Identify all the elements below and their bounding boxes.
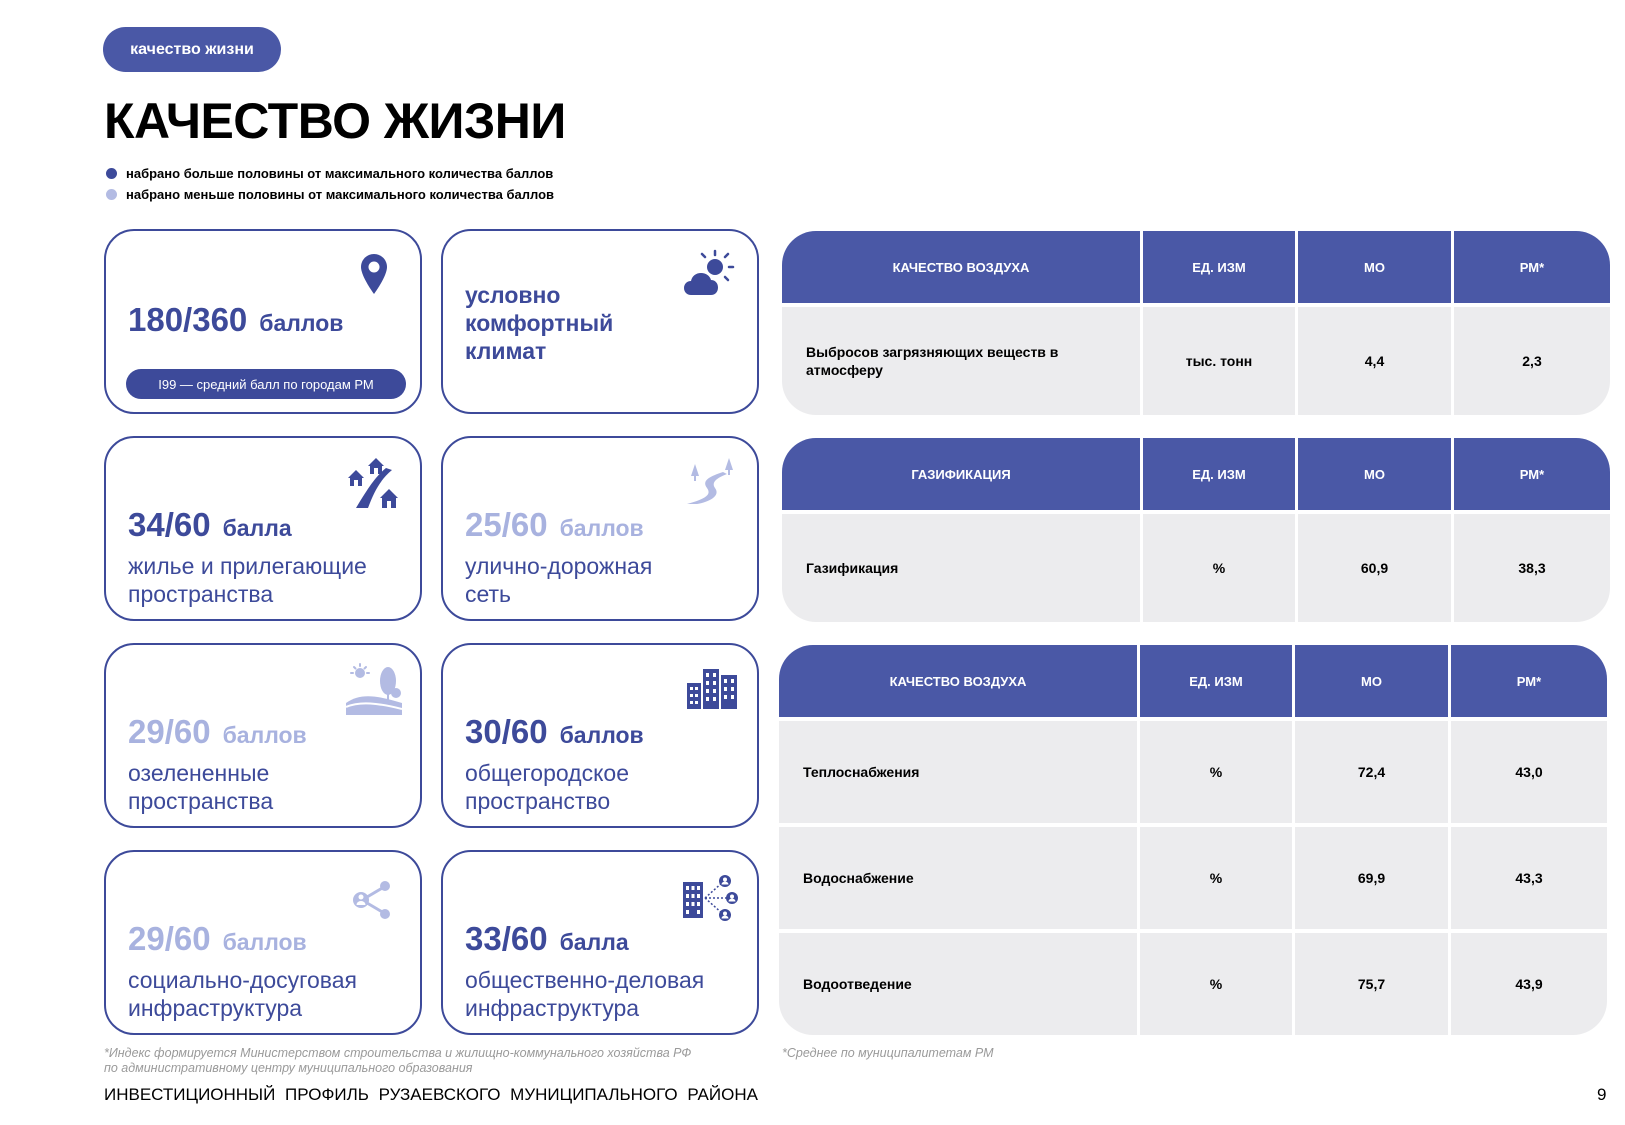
label-line: озелененные — [128, 760, 270, 786]
score-unit: баллов — [559, 515, 644, 541]
header-cell: РМ* — [1454, 438, 1610, 510]
legend-text: набрано больше половины от максимального количества баллов — [126, 166, 554, 181]
table-cell: 43,0 — [1451, 721, 1607, 823]
total-score — [128, 301, 343, 339]
table-cell: 75,7 — [1295, 933, 1451, 1035]
score-unit: баллов — [259, 310, 344, 336]
table-cell: % — [1140, 827, 1295, 929]
utilities-table — [779, 645, 1607, 1035]
table-cell: Выбросов загрязняющих веществ в атмосферу — [782, 307, 1143, 415]
housing-score — [128, 506, 292, 544]
footnote-line: *Индекс формируется Министерством строительства и жилищно-коммунального хозяйства РФ — [104, 1046, 692, 1060]
header-cell: ЕД. ИЗМ — [1143, 231, 1298, 303]
social-score — [128, 920, 307, 958]
table-cell: Водоснабжение — [779, 827, 1140, 929]
section-tag: качество жизни — [103, 27, 281, 72]
housing-label — [128, 552, 408, 608]
gasification-table — [782, 438, 1610, 622]
table-cell: 4,4 — [1298, 307, 1454, 415]
score-value: 33/60 — [465, 920, 548, 957]
table-cell: Теплоснабжения — [779, 721, 1140, 823]
label-line: социально-досуговая — [128, 967, 358, 993]
score-value: 30/60 — [465, 713, 548, 750]
page-title: КАЧЕСТВО ЖИЗНИ — [104, 93, 566, 149]
header-cell: КАЧЕСТВО ВОЗДУХА — [779, 645, 1140, 717]
table-cell: 69,9 — [1295, 827, 1451, 929]
roads-score — [465, 506, 644, 544]
header-cell: ГАЗИФИКАЦИЯ — [782, 438, 1143, 510]
score-value: 25/60 — [465, 506, 548, 543]
climate-card — [441, 229, 759, 414]
table-cell: 43,3 — [1451, 827, 1607, 929]
score-unit: баллов — [222, 929, 307, 955]
table-header-row — [779, 645, 1607, 717]
roads-label — [465, 552, 745, 608]
roads-card — [441, 436, 759, 621]
legend-text: набрано меньше половины от максимального количества баллов — [126, 187, 555, 202]
label-line: инфраструктура — [128, 995, 303, 1021]
table-cell: 72,4 — [1295, 721, 1451, 823]
header-cell: МО — [1295, 645, 1451, 717]
climate-line: условно — [465, 282, 561, 308]
legend-item-low — [106, 187, 554, 202]
table-cell: 43,9 — [1451, 933, 1607, 1035]
legend-dot-dark — [106, 168, 117, 179]
tree-landscape-icon — [346, 663, 402, 720]
legend-dot-light — [106, 189, 117, 200]
table-row — [779, 827, 1607, 929]
table-header-row — [782, 231, 1610, 303]
table-row — [779, 721, 1607, 823]
score-unit: баллов — [559, 722, 644, 748]
urban-card — [441, 643, 759, 828]
location-pin-icon — [360, 253, 388, 300]
label-line: инфраструктура — [465, 995, 640, 1021]
label-line: пространства — [128, 788, 274, 814]
footnote-line: по административному центру муниципального образования — [104, 1061, 473, 1075]
climate-line: климат — [465, 338, 547, 364]
table-cell: Водоотведение — [779, 933, 1140, 1035]
header-cell: ЕД. ИЗМ — [1143, 438, 1298, 510]
legend-item-high — [106, 166, 553, 181]
green-score — [128, 713, 307, 751]
sun-cloud-icon — [683, 249, 737, 304]
label-line: жилье и прилегающие — [128, 553, 367, 579]
table-cell: % — [1140, 721, 1295, 823]
label-line: сеть — [465, 581, 512, 607]
climate-label — [465, 281, 613, 365]
houses-road-icon — [346, 456, 402, 513]
average-footnote: *Среднее по муниципалитетам РМ — [782, 1046, 994, 1060]
table-cell: % — [1140, 933, 1295, 1035]
winding-road-icon — [685, 456, 735, 511]
header-cell: МО — [1298, 231, 1454, 303]
business-network-icon — [683, 874, 739, 927]
score-value: 34/60 — [128, 506, 211, 543]
label-line: пространство — [465, 788, 611, 814]
page-number: 9 — [1597, 1085, 1607, 1104]
share-icon — [352, 880, 392, 925]
business-score — [465, 920, 629, 958]
header-cell: КАЧЕСТВО ВОЗДУХА — [782, 231, 1143, 303]
footer-title: ИНВЕСТИЦИОННЫЙ ПРОФИЛЬ РУЗАЕВСКОГО МУНИЦИПАЛЬНОГО РАЙОНА — [104, 1085, 758, 1104]
table-header-row — [782, 438, 1610, 510]
green-card — [104, 643, 422, 828]
green-label — [128, 759, 408, 815]
score-unit: балла — [559, 929, 629, 955]
label-line: общегородское — [465, 760, 629, 786]
header-cell: ЕД. ИЗМ — [1140, 645, 1295, 717]
score-unit: баллов — [222, 722, 307, 748]
social-card — [104, 850, 422, 1035]
table-cell: 60,9 — [1298, 514, 1454, 622]
header-cell: МО — [1298, 438, 1454, 510]
table-cell: 38,3 — [1454, 514, 1610, 622]
table-row — [782, 514, 1610, 622]
table-cell: Газификация — [782, 514, 1143, 622]
table-row — [782, 307, 1610, 415]
index-footnote — [104, 1046, 691, 1076]
label-line: общественно-деловая — [465, 967, 705, 993]
air-quality-table — [782, 231, 1610, 415]
average-badge: I99 — средний балл по городам РМ — [126, 369, 406, 399]
housing-card — [104, 436, 422, 621]
table-cell: 2,3 — [1454, 307, 1610, 415]
table-cell: % — [1143, 514, 1298, 622]
table-cell: тыс. тонн — [1143, 307, 1298, 415]
urban-score — [465, 713, 644, 751]
score-value: 29/60 — [128, 713, 211, 750]
header-cell: РМ* — [1451, 645, 1607, 717]
label-line: пространства — [128, 581, 274, 607]
business-card — [441, 850, 759, 1035]
urban-label — [465, 759, 745, 815]
header-cell: РМ* — [1454, 231, 1610, 303]
city-buildings-icon — [687, 669, 737, 714]
label-line: улично-дорожная — [465, 553, 653, 579]
business-label — [465, 966, 745, 1022]
score-unit: балла — [222, 515, 292, 541]
score-value: 29/60 — [128, 920, 211, 957]
table-row — [779, 933, 1607, 1035]
total-score-card — [104, 229, 422, 414]
climate-line: комфортный — [465, 310, 614, 336]
social-label — [128, 966, 408, 1022]
score-value: 180/360 — [128, 301, 248, 338]
